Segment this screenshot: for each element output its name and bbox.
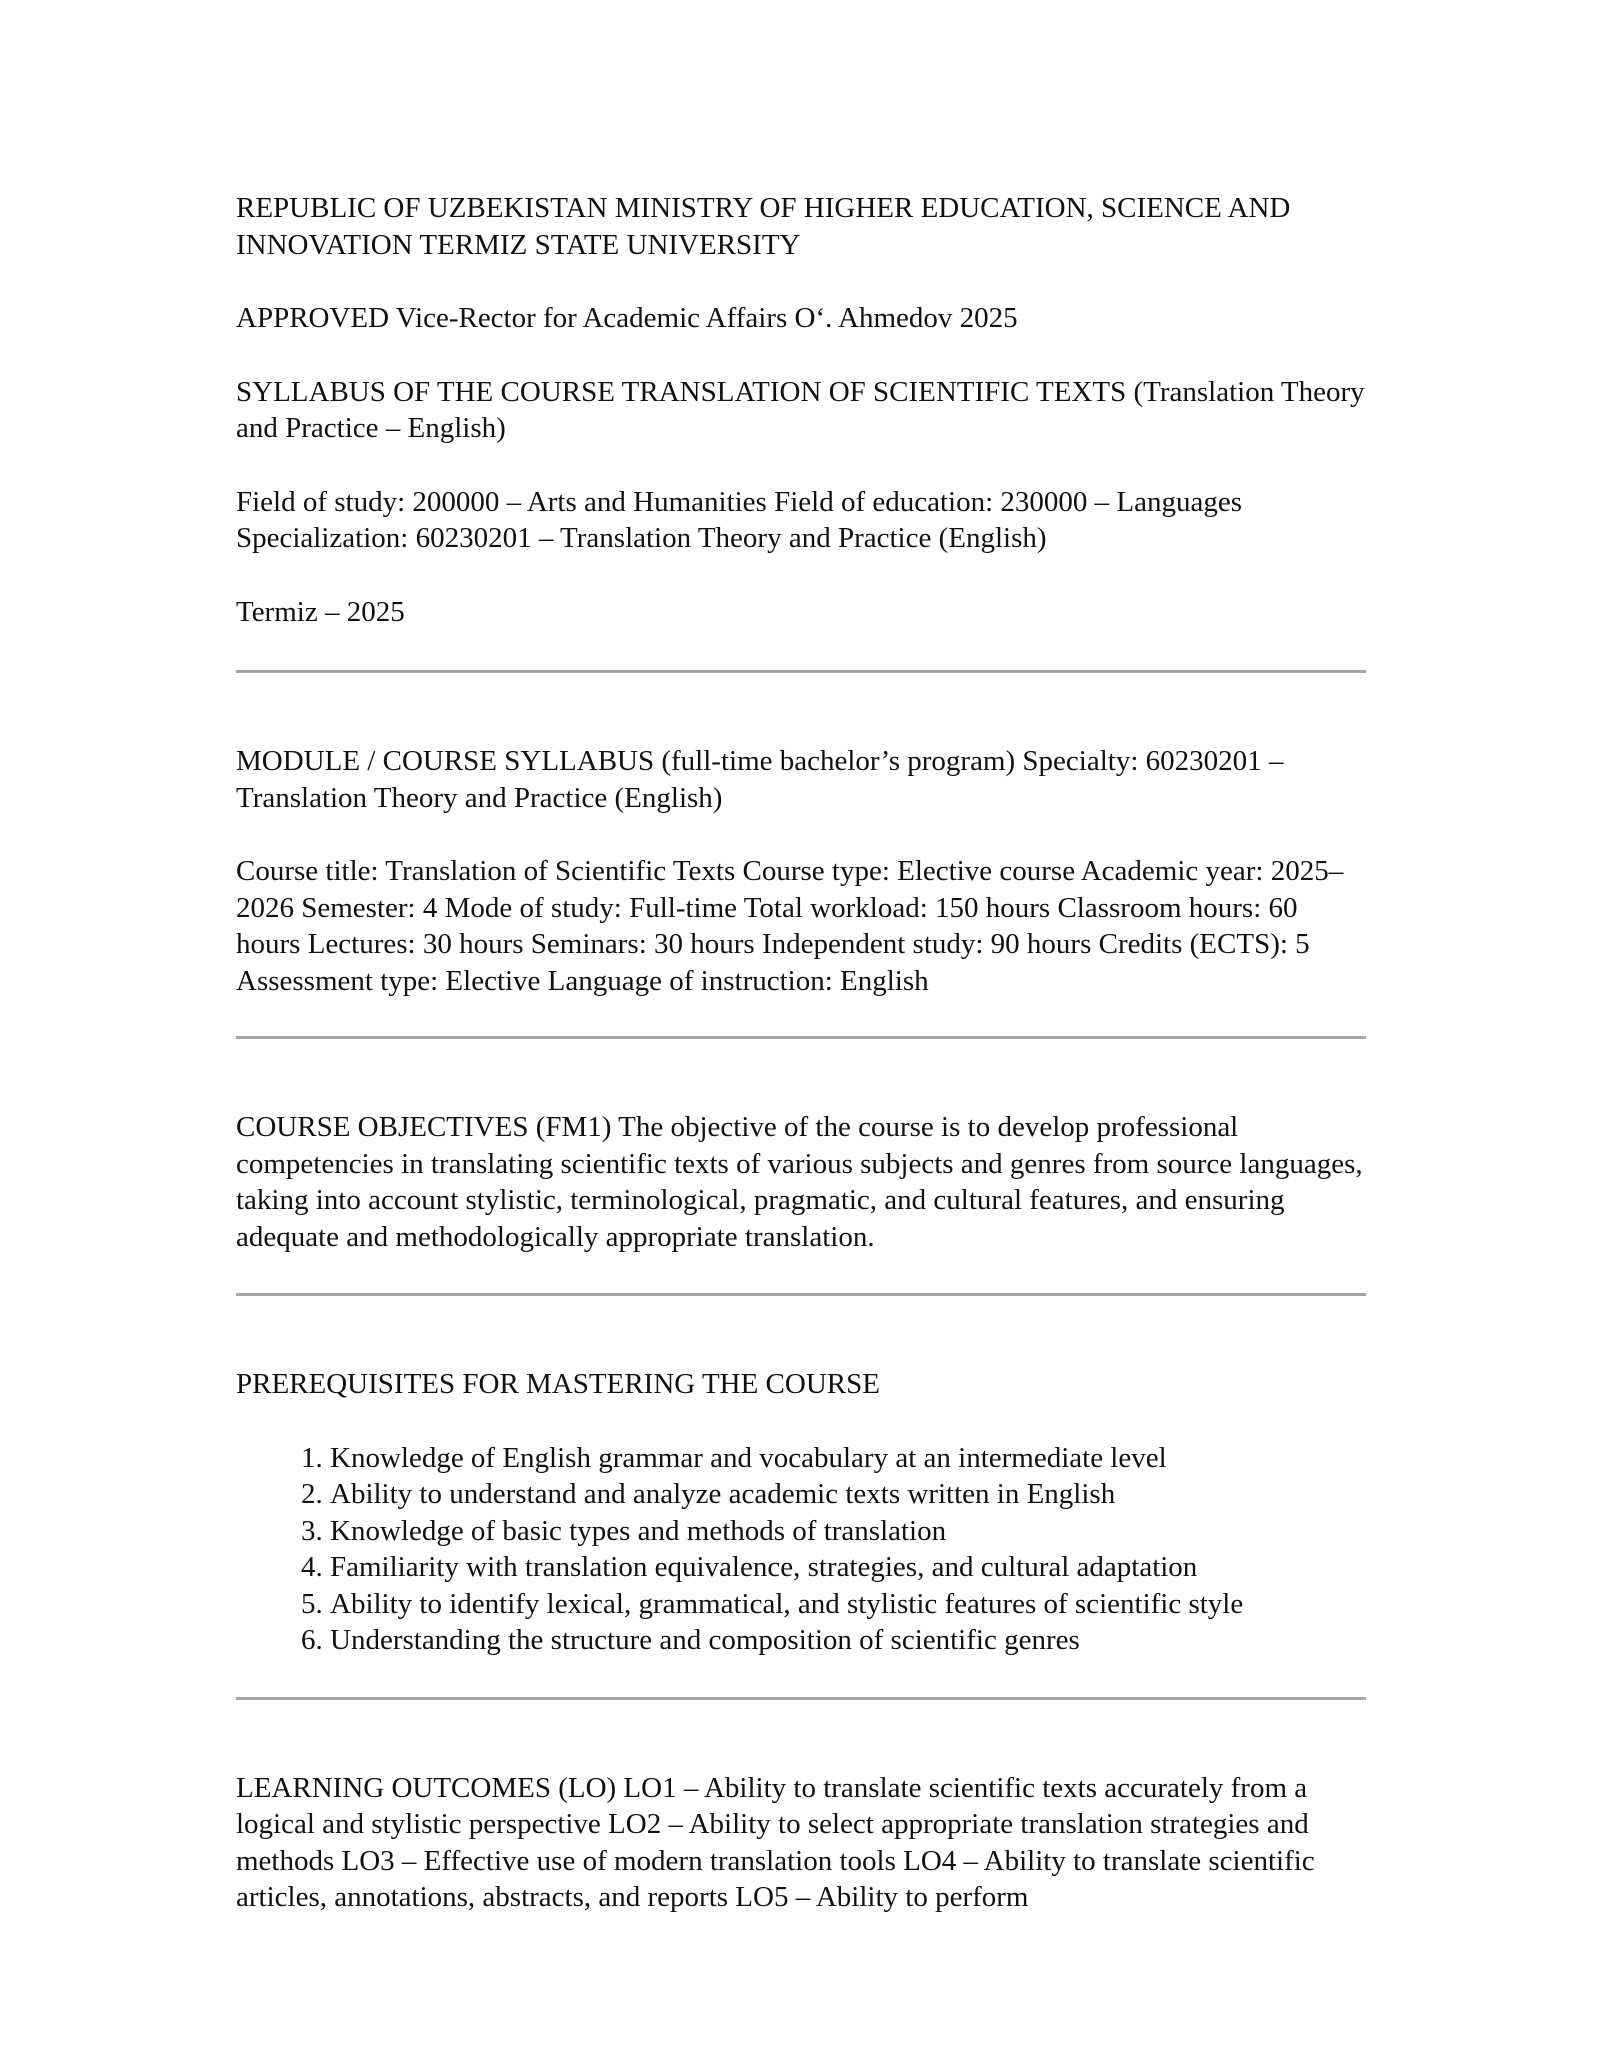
list-item: 3. Knowledge of basic types and methods of translation <box>330 1513 1366 1550</box>
list-item: 4. Familiarity with translation equivalence, strategies, and cultural adaptation <box>330 1549 1366 1586</box>
list-item: 5. Ability to identify lexical, grammatical, and stylistic features of scientific style <box>330 1586 1366 1623</box>
section-divider <box>236 1697 1366 1700</box>
place-year: Termiz – 2025 <box>236 595 405 628</box>
section-divider <box>236 1036 1366 1039</box>
document-page <box>236 190 1366 1916</box>
prerequisites-heading: PREREQUISITES FOR MASTERING THE COURSE <box>236 1368 880 1400</box>
section-divider <box>236 1293 1366 1296</box>
institution-heading: REPUBLIC OF UZBEKISTAN MINISTRY OF HIGHER EDUCATION, SCIENCE AND INNOVATION TERMIZ STATE UNIVERSITY <box>236 192 1291 261</box>
list-item: 2. Ability to understand and analyze academic texts written in English <box>330 1476 1366 1513</box>
list-item: 6. Understanding the structure and composition of scientific genres <box>330 1622 1366 1659</box>
course-objectives: COURSE OBJECTIVES (FM1) The objective of the course is to develop professional competencies in translating scientific texts of various subjects and genres from source languages, taking into account stylistic, terminological, pragmatic, and cultural features, and ensuring adequate and methodologically appropriate translation. <box>236 1111 1363 1253</box>
approval-line: APPROVED Vice-Rector for Academic Affairs O‘. Ahmedov 2025 <box>236 302 1018 334</box>
module-heading: MODULE / COURSE SYLLABUS (full-time bachelor’s program) Specialty: 60230201 – Translation Theory and Practice (English) <box>236 745 1284 814</box>
learning-outcomes: LEARNING OUTCOMES (LO) LO1 – Ability to translate scientific texts accurately from a logical and stylistic perspective LO2 – Ability to select appropriate translation strategies and methods LO3 – Effective use of modern translation tools LO4 – Ability to translate scientific articles, annotations, abstracts, and reports LO5 – Ability to perform <box>236 1771 1315 1913</box>
course-details: Course title: Translation of Scientific Texts Course type: Elective course Academic year: 2025–2026 Semester: 4 Mode of study: Full-time Total workload: 150 hours Classroom hours: 60 hours Lectures: 30 hours Seminars: 30 hours Independent study: 90 hours Credits (ECTS): 5 Assessment type: Elective Language of instruction: English <box>236 855 1344 997</box>
fields-of-study: Field of study: 200000 – Arts and Humanities Field of education: 230000 – Languages Specialization: 60230201 – Translation Theory and Practice (English) <box>236 485 1243 554</box>
prerequisites-list <box>236 1440 1366 1659</box>
syllabus-title: SYLLABUS OF THE COURSE TRANSLATION OF SCIENTIFIC TEXTS (Translation Theory and Practice – English) <box>236 375 1365 444</box>
list-item: 1. Knowledge of English grammar and vocabulary at an intermediate level <box>330 1440 1366 1477</box>
section-divider <box>236 670 1366 673</box>
